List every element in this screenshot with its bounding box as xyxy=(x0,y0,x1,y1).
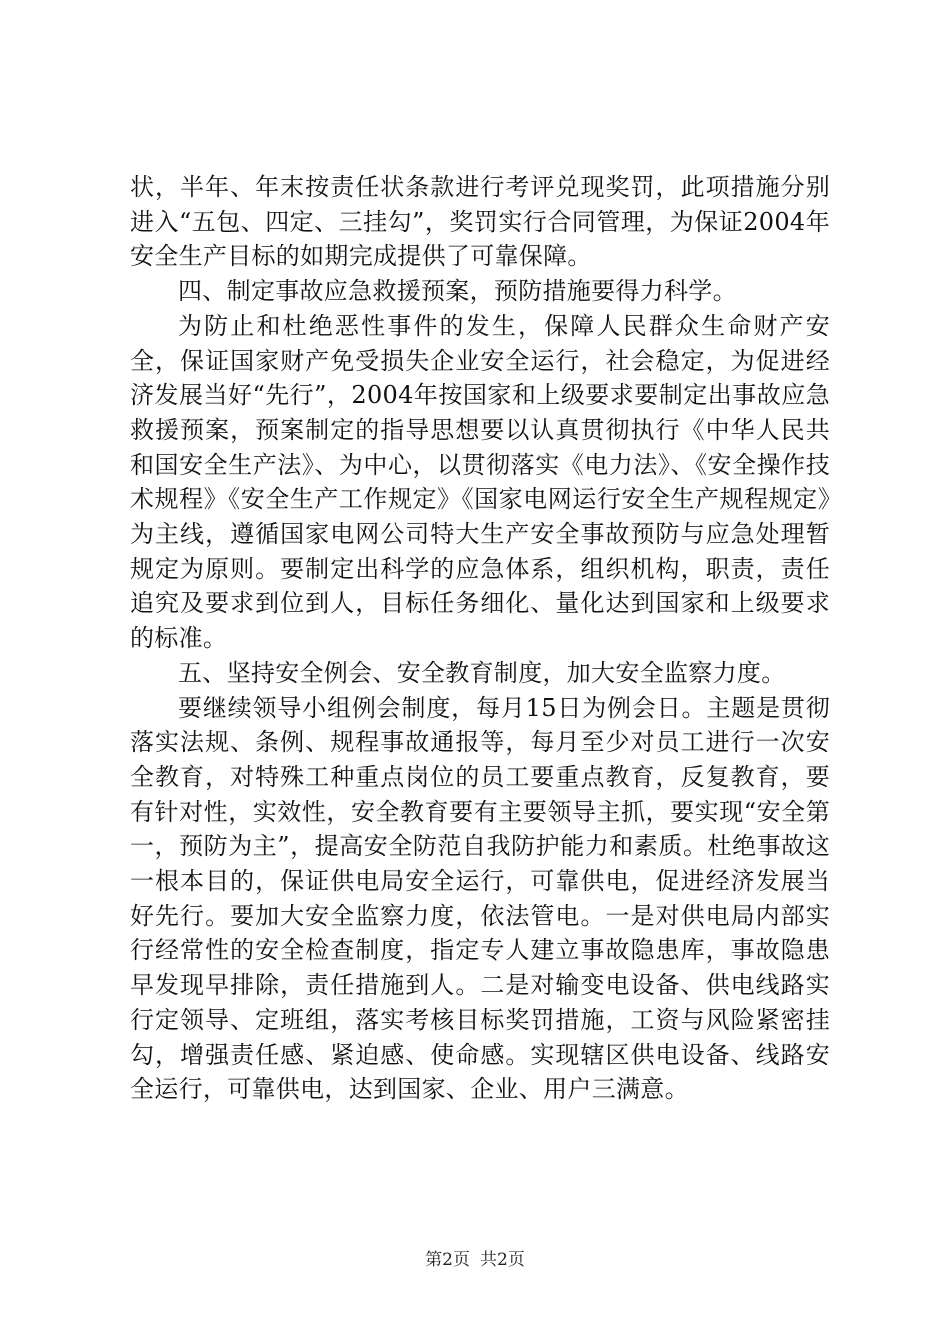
paragraph-emergency-plan: 为防止和杜绝恶性事件的发生，保障人民群众生命财产安全，保证国家财产免受损失企业安全运行，社会稳定，为促进经济发展当好“先行”，2004年按国家和上级要求要制定出事故应急救援预案，预案制定的指导思想要以认真贯彻执行《中华人民共和国安全生产法》、为中心，以贯彻落实《电力法》、《安全操作技术规程》《安全生产工作规定》《国家电网运行安全生产规程规定》为主线，遵循国家电网公司特大生产安全事故预防与应急处理暂规定为原则。要制定出科学的应急体系，组织机构，职责，责任追究及要求到位到人，目标任务细化、量化达到国家和上级要求的标准。 xyxy=(130,311,830,653)
section-heading-five: 五、坚持安全例会、安全教育制度，加大安全监察力度。 xyxy=(178,658,786,687)
paragraph-safety-meetings: 要继续领导小组例会制度，每月15日为例会日。主题是贯彻落实法规、条例、规程事故通报等，每月至少对员工进行一次安全教育，对特殊工种重点岗位的员工要重点教育，反复教育，要有针对性，实效性，安全教育要有主要领导主抓，要实现“安全第一，预防为主”，提高安全防范自我防护能力和素质。杜绝事故这一根本目的，保证供电局安全运行，可靠供电，促进经济发展当好先行。要加大安全监察力度，依法管电。一是对供电局内部实行经常性的安全检查制度，指定专人建立事故隐患库，事故隐患早发现早排除，责任措施到人。二是对输变电设备、供电线路实行定领导、定班组，落实考核目标奖罚措施，工资与风险紧密挂勾，增强责任感、紧迫感、使命感。实现辖区供电设备、线路安全运行，可靠供电，达到国家、企业、用户三满意。 xyxy=(130,693,830,1104)
page-total: 共2页 xyxy=(480,1250,525,1270)
document-body xyxy=(130,170,830,1107)
section-heading-four: 四、制定事故应急救援预案，预防措施要得力科学。 xyxy=(178,277,737,306)
page-footer xyxy=(0,1245,950,1270)
page-number: 第2页 xyxy=(425,1250,470,1270)
paragraph-continuation: 状，半年、年末按责任状条款进行考评兑现奖罚，此项措施分别进入“五包、四定、三挂勾”，奖罚实行合同管理，为保证2004年安全生产目标的如期完成提供了可靠保障。 xyxy=(130,173,830,271)
